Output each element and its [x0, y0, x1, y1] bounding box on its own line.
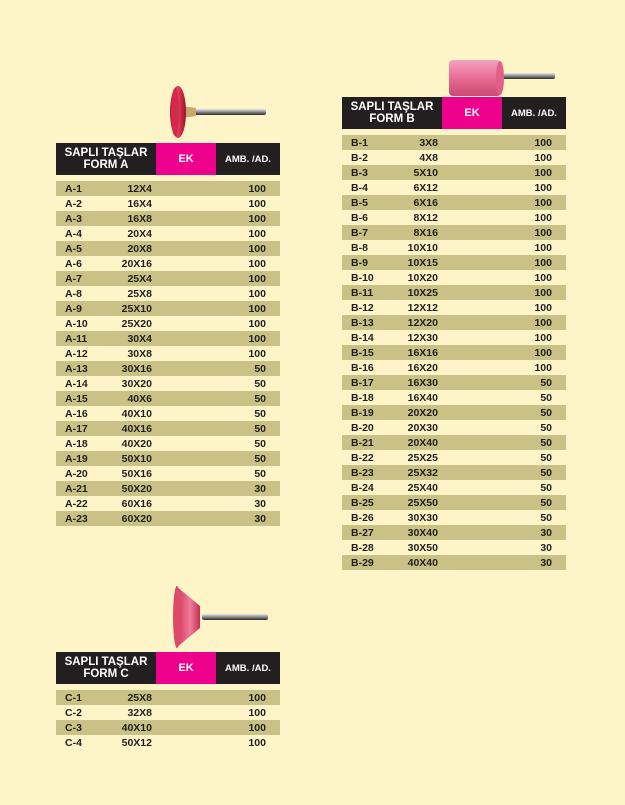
form-b-title: SAPLI TAŞLAR FORM B: [342, 97, 442, 129]
table-row: [56, 361, 280, 376]
table-row: [342, 555, 566, 570]
product-code: A-19: [65, 452, 88, 465]
table-row: [56, 316, 280, 331]
product-size: 25X40: [407, 481, 438, 494]
product-code: B-6: [351, 211, 368, 224]
table-row: [342, 135, 566, 150]
product-code: B-8: [351, 241, 368, 254]
package-quantity: 100: [248, 272, 266, 285]
product-code: A-13: [65, 362, 88, 375]
table-row: [342, 435, 566, 450]
table-row: [342, 210, 566, 225]
product-size: 30X30: [407, 511, 438, 524]
table-row: [56, 406, 280, 421]
table-row: [342, 285, 566, 300]
table-row: [56, 451, 280, 466]
table-row: [342, 450, 566, 465]
product-code: A-4: [65, 227, 82, 240]
package-quantity: 100: [248, 332, 266, 345]
table-row: [342, 540, 566, 555]
product-code: B-10: [351, 271, 374, 284]
table-row: [56, 241, 280, 256]
package-quantity: 50: [540, 466, 552, 479]
product-size: 12X20: [407, 316, 438, 329]
package-quantity: 100: [248, 691, 266, 704]
product-size: 60X20: [121, 512, 152, 525]
product-code: B-9: [351, 256, 368, 269]
product-code: A-23: [65, 512, 88, 525]
package-quantity: 100: [248, 706, 266, 719]
product-code: C-4: [65, 736, 82, 749]
form-c-table: [56, 652, 280, 750]
product-code: A-9: [65, 302, 82, 315]
table-row: [342, 330, 566, 345]
package-quantity: 100: [248, 302, 266, 315]
package-quantity: 100: [534, 361, 552, 374]
product-code: A-22: [65, 497, 88, 510]
product-size: 6X16: [413, 196, 438, 209]
table-row: [342, 405, 566, 420]
package-quantity: 100: [248, 317, 266, 330]
table-row: [56, 391, 280, 406]
product-size: 40X16: [121, 422, 152, 435]
product-size: 20X40: [407, 436, 438, 449]
product-code: A-6: [65, 257, 82, 270]
table-row: [56, 256, 280, 271]
product-size: 8X16: [413, 226, 438, 239]
table-row: [342, 300, 566, 315]
product-code: A-16: [65, 407, 88, 420]
product-size: 10X15: [407, 256, 438, 269]
product-code: B-7: [351, 226, 368, 239]
product-code: B-14: [351, 331, 374, 344]
package-quantity: 100: [534, 211, 552, 224]
table-row: [342, 465, 566, 480]
product-code: B-12: [351, 301, 374, 314]
product-size: 10X20: [407, 271, 438, 284]
package-quantity: 50: [540, 451, 552, 464]
product-size: 4X8: [419, 151, 438, 164]
product-code: B-22: [351, 451, 374, 464]
package-quantity: 50: [254, 437, 266, 450]
package-quantity: 50: [254, 422, 266, 435]
package-quantity: 100: [248, 197, 266, 210]
form-a-amb-header: AMB. /AD.: [216, 143, 280, 175]
table-row: [56, 286, 280, 301]
package-quantity: 30: [540, 526, 552, 539]
product-code: B-5: [351, 196, 368, 209]
table-row: [56, 466, 280, 481]
product-code: B-3: [351, 166, 368, 179]
table-row: [342, 180, 566, 195]
form-c-header: [56, 652, 280, 684]
product-size: 25X32: [407, 466, 438, 479]
package-quantity: 50: [540, 496, 552, 509]
product-code: C-3: [65, 721, 82, 734]
form-b-ek-header: EK: [442, 97, 502, 129]
product-code: B-11: [351, 286, 374, 299]
product-size: 40X10: [121, 721, 152, 734]
product-size: 16X16: [407, 346, 438, 359]
product-size: 40X10: [121, 407, 152, 420]
package-quantity: 100: [534, 301, 552, 314]
table-row: [342, 225, 566, 240]
product-size: 30X8: [127, 347, 152, 360]
product-size: 6X12: [413, 181, 438, 194]
product-size: 40X6: [127, 392, 152, 405]
product-size: 25X20: [121, 317, 152, 330]
form-a-header: [56, 143, 280, 175]
product-code: B-1: [351, 136, 368, 149]
product-size: 20X20: [407, 406, 438, 419]
product-code: A-15: [65, 392, 88, 405]
package-quantity: 50: [540, 376, 552, 389]
product-size: 40X40: [407, 556, 438, 569]
package-quantity: 100: [534, 331, 552, 344]
package-quantity: 100: [248, 182, 266, 195]
table-row: [56, 690, 280, 705]
package-quantity: 50: [254, 407, 266, 420]
table-row: [342, 345, 566, 360]
product-code: B-15: [351, 346, 374, 359]
product-size: 30X4: [127, 332, 152, 345]
product-code: B-19: [351, 406, 374, 419]
form-c-title: SAPLI TAŞLAR FORM C: [56, 652, 156, 684]
product-code: A-11: [65, 332, 88, 345]
product-size: 40X20: [121, 437, 152, 450]
table-row: [56, 301, 280, 316]
product-size: 10X25: [407, 286, 438, 299]
product-code: B-13: [351, 316, 374, 329]
product-code: B-26: [351, 511, 374, 524]
form-a-title: SAPLI TAŞLAR FORM A: [56, 143, 156, 175]
package-quantity: 50: [254, 392, 266, 405]
package-quantity: 100: [248, 287, 266, 300]
product-code: A-14: [65, 377, 88, 390]
form-c-rows: [56, 690, 280, 750]
package-quantity: 100: [248, 257, 266, 270]
table-row: [56, 720, 280, 735]
package-quantity: 100: [248, 736, 266, 749]
product-size: 30X20: [121, 377, 152, 390]
product-size: 16X30: [407, 376, 438, 389]
product-code: B-16: [351, 361, 374, 374]
product-size: 20X30: [407, 421, 438, 434]
package-quantity: 100: [534, 241, 552, 254]
product-size: 25X50: [407, 496, 438, 509]
package-quantity: 100: [534, 136, 552, 149]
product-size: 50X16: [121, 467, 152, 480]
product-code: A-3: [65, 212, 82, 225]
product-code: A-12: [65, 347, 88, 360]
package-quantity: 100: [248, 347, 266, 360]
product-size: 30X40: [407, 526, 438, 539]
package-quantity: 100: [534, 151, 552, 164]
table-row: [56, 331, 280, 346]
product-size: 16X8: [127, 212, 152, 225]
form-a-table: [56, 143, 280, 526]
table-row: [56, 735, 280, 750]
product-code: A-2: [65, 197, 82, 210]
form-c-ek-header: EK: [156, 652, 216, 684]
form-b-header: [342, 97, 566, 129]
package-quantity: 100: [248, 227, 266, 240]
product-code: A-21: [65, 482, 88, 495]
table-row: [342, 495, 566, 510]
table-row: [342, 360, 566, 375]
package-quantity: 50: [254, 467, 266, 480]
table-row: [342, 315, 566, 330]
product-size: 30X50: [407, 541, 438, 554]
table-row: [56, 181, 280, 196]
product-code: A-20: [65, 467, 88, 480]
package-quantity: 50: [540, 391, 552, 404]
package-quantity: 100: [534, 346, 552, 359]
product-code: B-23: [351, 466, 374, 479]
product-code: B-2: [351, 151, 368, 164]
table-row: [342, 480, 566, 495]
form-a-wheel-image: [166, 84, 268, 140]
form-a-rows: [56, 181, 280, 526]
table-row: [56, 211, 280, 226]
form-c-cone-image: [172, 584, 270, 650]
table-row: [342, 150, 566, 165]
package-quantity: 100: [248, 212, 266, 225]
package-quantity: 50: [540, 436, 552, 449]
product-size: 16X4: [127, 197, 152, 210]
package-quantity: 50: [540, 406, 552, 419]
product-code: A-8: [65, 287, 82, 300]
package-quantity: 100: [534, 256, 552, 269]
form-b-rows: [342, 135, 566, 570]
product-code: A-7: [65, 272, 82, 285]
table-row: [342, 375, 566, 390]
package-quantity: 100: [534, 166, 552, 179]
product-code: B-29: [351, 556, 374, 569]
product-code: A-18: [65, 437, 88, 450]
product-code: B-28: [351, 541, 374, 554]
product-code: B-20: [351, 421, 374, 434]
table-row: [342, 255, 566, 270]
package-quantity: 100: [534, 316, 552, 329]
form-b-amb-header: AMB. /AD.: [502, 97, 566, 129]
form-c-amb-header: AMB. /AD.: [216, 652, 280, 684]
package-quantity: 50: [254, 452, 266, 465]
product-code: A-10: [65, 317, 88, 330]
product-size: 50X20: [121, 482, 152, 495]
product-code: A-17: [65, 422, 88, 435]
package-quantity: 50: [540, 481, 552, 494]
table-row: [56, 436, 280, 451]
package-quantity: 30: [254, 512, 266, 525]
table-row: [342, 195, 566, 210]
package-quantity: 50: [540, 421, 552, 434]
product-size: 50X10: [121, 452, 152, 465]
product-size: 20X16: [121, 257, 152, 270]
product-size: 60X16: [121, 497, 152, 510]
package-quantity: 100: [534, 286, 552, 299]
table-row: [56, 496, 280, 511]
product-size: 12X4: [127, 182, 152, 195]
product-size: 25X8: [127, 287, 152, 300]
table-row: [342, 525, 566, 540]
form-b-cylinder-image: [445, 58, 557, 98]
product-size: 20X4: [127, 227, 152, 240]
table-row: [342, 510, 566, 525]
product-code: C-2: [65, 706, 82, 719]
product-size: 3X8: [419, 136, 438, 149]
table-row: [56, 226, 280, 241]
package-quantity: 100: [534, 181, 552, 194]
form-b-table: [342, 97, 566, 570]
table-row: [342, 420, 566, 435]
product-code: B-4: [351, 181, 368, 194]
package-quantity: 50: [254, 362, 266, 375]
product-code: B-18: [351, 391, 374, 404]
product-code: A-1: [65, 182, 82, 195]
package-quantity: 50: [540, 511, 552, 524]
product-size: 25X10: [121, 302, 152, 315]
table-row: [342, 240, 566, 255]
table-row: [56, 346, 280, 361]
product-size: 25X4: [127, 272, 152, 285]
table-row: [342, 165, 566, 180]
product-size: 8X12: [413, 211, 438, 224]
product-code: B-21: [351, 436, 374, 449]
table-row: [56, 511, 280, 526]
product-size: 50X12: [121, 736, 152, 749]
product-code: C-1: [65, 691, 82, 704]
product-size: 25X25: [407, 451, 438, 464]
package-quantity: 30: [254, 497, 266, 510]
product-code: B-27: [351, 526, 374, 539]
product-size: 32X8: [127, 706, 152, 719]
package-quantity: 100: [534, 271, 552, 284]
table-row: [56, 421, 280, 436]
product-size: 16X40: [407, 391, 438, 404]
product-code: A-5: [65, 242, 82, 255]
product-size: 12X12: [407, 301, 438, 314]
product-size: 12X30: [407, 331, 438, 344]
package-quantity: 30: [540, 556, 552, 569]
product-size: 25X8: [127, 691, 152, 704]
product-size: 20X8: [127, 242, 152, 255]
table-row: [342, 270, 566, 285]
package-quantity: 30: [540, 541, 552, 554]
table-row: [342, 390, 566, 405]
package-quantity: 100: [534, 196, 552, 209]
table-row: [56, 705, 280, 720]
product-size: 10X10: [407, 241, 438, 254]
table-row: [56, 196, 280, 211]
table-row: [56, 271, 280, 286]
product-code: B-24: [351, 481, 374, 494]
table-row: [56, 481, 280, 496]
product-code: B-25: [351, 496, 374, 509]
product-size: 5X10: [413, 166, 438, 179]
form-a-ek-header: EK: [156, 143, 216, 175]
product-size: 16X20: [407, 361, 438, 374]
product-size: 30X16: [121, 362, 152, 375]
package-quantity: 100: [534, 226, 552, 239]
package-quantity: 100: [248, 242, 266, 255]
table-row: [56, 376, 280, 391]
product-code: B-17: [351, 376, 374, 389]
package-quantity: 100: [248, 721, 266, 734]
package-quantity: 50: [254, 377, 266, 390]
package-quantity: 30: [254, 482, 266, 495]
